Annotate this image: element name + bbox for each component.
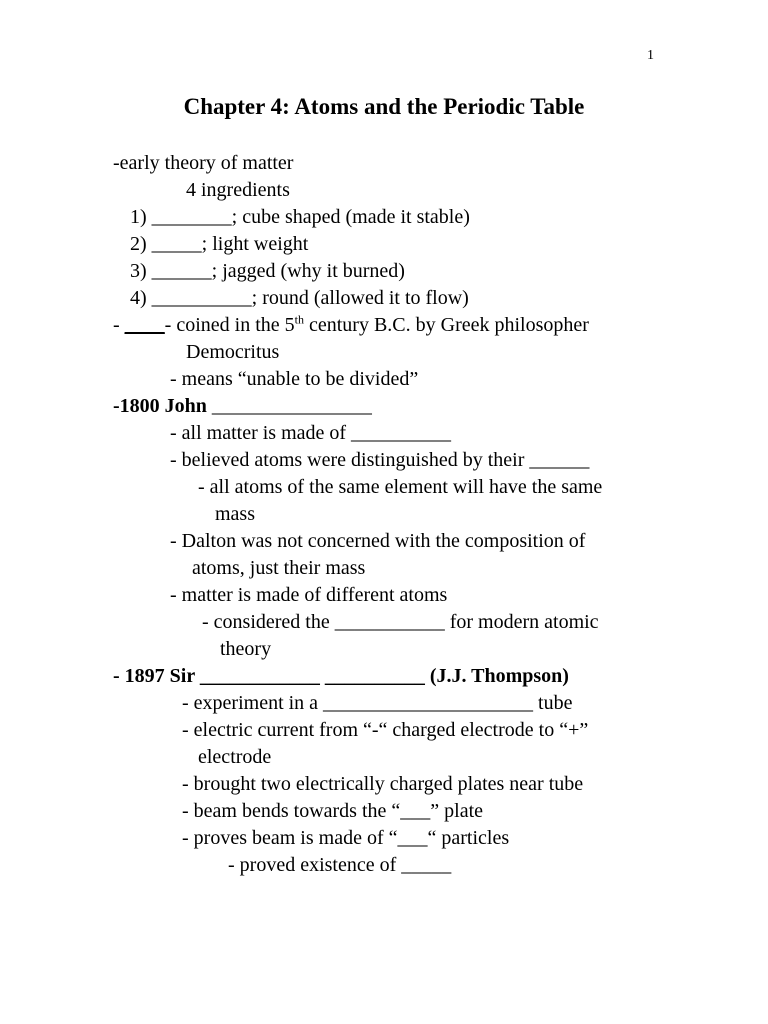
note-line: mass [215,503,255,525]
line-text: century B.C. by Greek philosopher [303,314,589,336]
note-line: 3) ______; jagged (why it burned) [130,260,405,282]
note-line: 4) __________; round (allowed it to flow) [130,287,469,309]
note-line: 1) ________; cube shaped (made it stable) [130,206,470,228]
note-line: - brought two electrically charged plates near tube [182,773,584,795]
note-line: - considered the ___________ for modern atomic [202,611,599,633]
note-line: electrode [198,746,272,768]
section-label: -1800 John [113,395,207,417]
note-line: 2) _____; light weight [130,233,309,255]
note-line: - all atoms of the same element will have the same [198,476,603,498]
note-line: - proves beam is made of “___“ particles [182,827,510,849]
section-heading-1897: - 1897 Sir ____________ __________ (J.J. Thompson) [113,665,569,687]
note-line: - matter is made of different atoms [170,584,448,606]
line-text: - coined in the 5 [164,314,295,336]
note-line: - beam bends towards the “___” plate [182,800,484,822]
note-line-atom [113,312,589,339]
superscript: th [294,312,304,327]
note-line: atoms, just their mass [192,557,366,579]
page-title: Chapter 4: Atoms and the Periodic Table [183,94,585,119]
note-line: - Dalton was not concerned with the composition of [170,530,586,552]
note-line: - believed atoms were distinguished by their ______ [170,449,590,471]
page-number: 1 [647,48,654,63]
note-line: 4 ingredients [186,179,290,201]
dash: - [113,314,125,336]
section-heading-1800 [113,393,372,420]
note-line: - experiment in a _____________________ tube [182,692,573,714]
note-line: - all matter is made of __________ [170,422,452,444]
note-line: theory [220,638,272,660]
note-line: -early theory of matter [113,152,294,174]
note-line: - means “unable to be divided” [170,368,419,390]
fill-blank: ____ [124,314,165,336]
note-line: - proved existence of _____ [228,854,452,876]
note-line: - electric current from “-“ charged electrode to “+” [182,719,589,741]
note-line: Democritus [186,341,280,363]
fill-blank: ________________ [211,395,372,417]
